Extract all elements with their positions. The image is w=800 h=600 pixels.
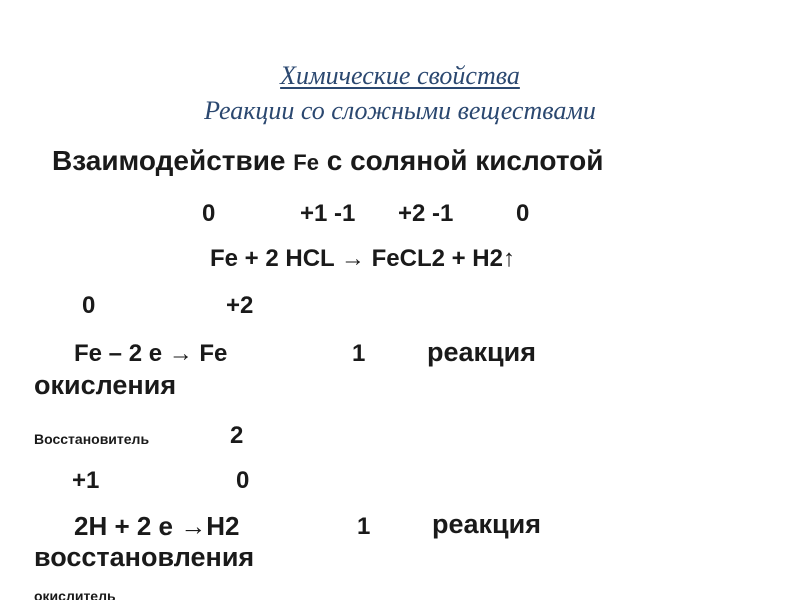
reduction-label-2: восстановления	[34, 542, 255, 572]
ox-state-h-left: +1	[72, 467, 100, 494]
oxidizer-label: окислитель	[34, 588, 116, 600]
slide-title: Химические свойства	[280, 61, 520, 90]
reducer-label: Восстановитель	[34, 431, 150, 447]
ox-state-h2: 0	[516, 200, 530, 227]
ox-state-fe: 0	[202, 200, 216, 227]
half-reaction-oxidation: Fe – 2 e → Fe	[74, 340, 228, 367]
main-equation: Fe + 2 HCL → FeCL2 + H2↑	[210, 245, 515, 272]
oxidation-coefficient: 1	[352, 340, 366, 367]
reduction-coefficient: 1	[357, 513, 371, 540]
heading-text-1: Взаимодействие	[52, 145, 294, 176]
ox-state-hcl: +1 -1	[300, 200, 356, 227]
reduction-label-1: реакция	[432, 509, 541, 539]
oxidation-label-1: реакция	[427, 337, 536, 367]
ox-state-fe-left: 0	[82, 292, 96, 319]
slide-subtitle: Реакции со сложными веществами	[204, 96, 596, 125]
heading-fe-symbol: Fe	[293, 150, 319, 175]
ox-state-fecl2: +2 -1	[398, 200, 454, 227]
ox-state-h-right: 0	[236, 467, 250, 494]
reducer-coefficient: 2	[230, 422, 244, 449]
oxidation-label-2: окисления	[34, 370, 177, 400]
heading-text-2: с соляной кислотой	[318, 145, 604, 176]
ox-state-fe-right: +2	[226, 292, 254, 319]
half-reaction-reduction: 2H + 2 e →H2	[74, 511, 240, 541]
section-heading	[52, 145, 603, 177]
